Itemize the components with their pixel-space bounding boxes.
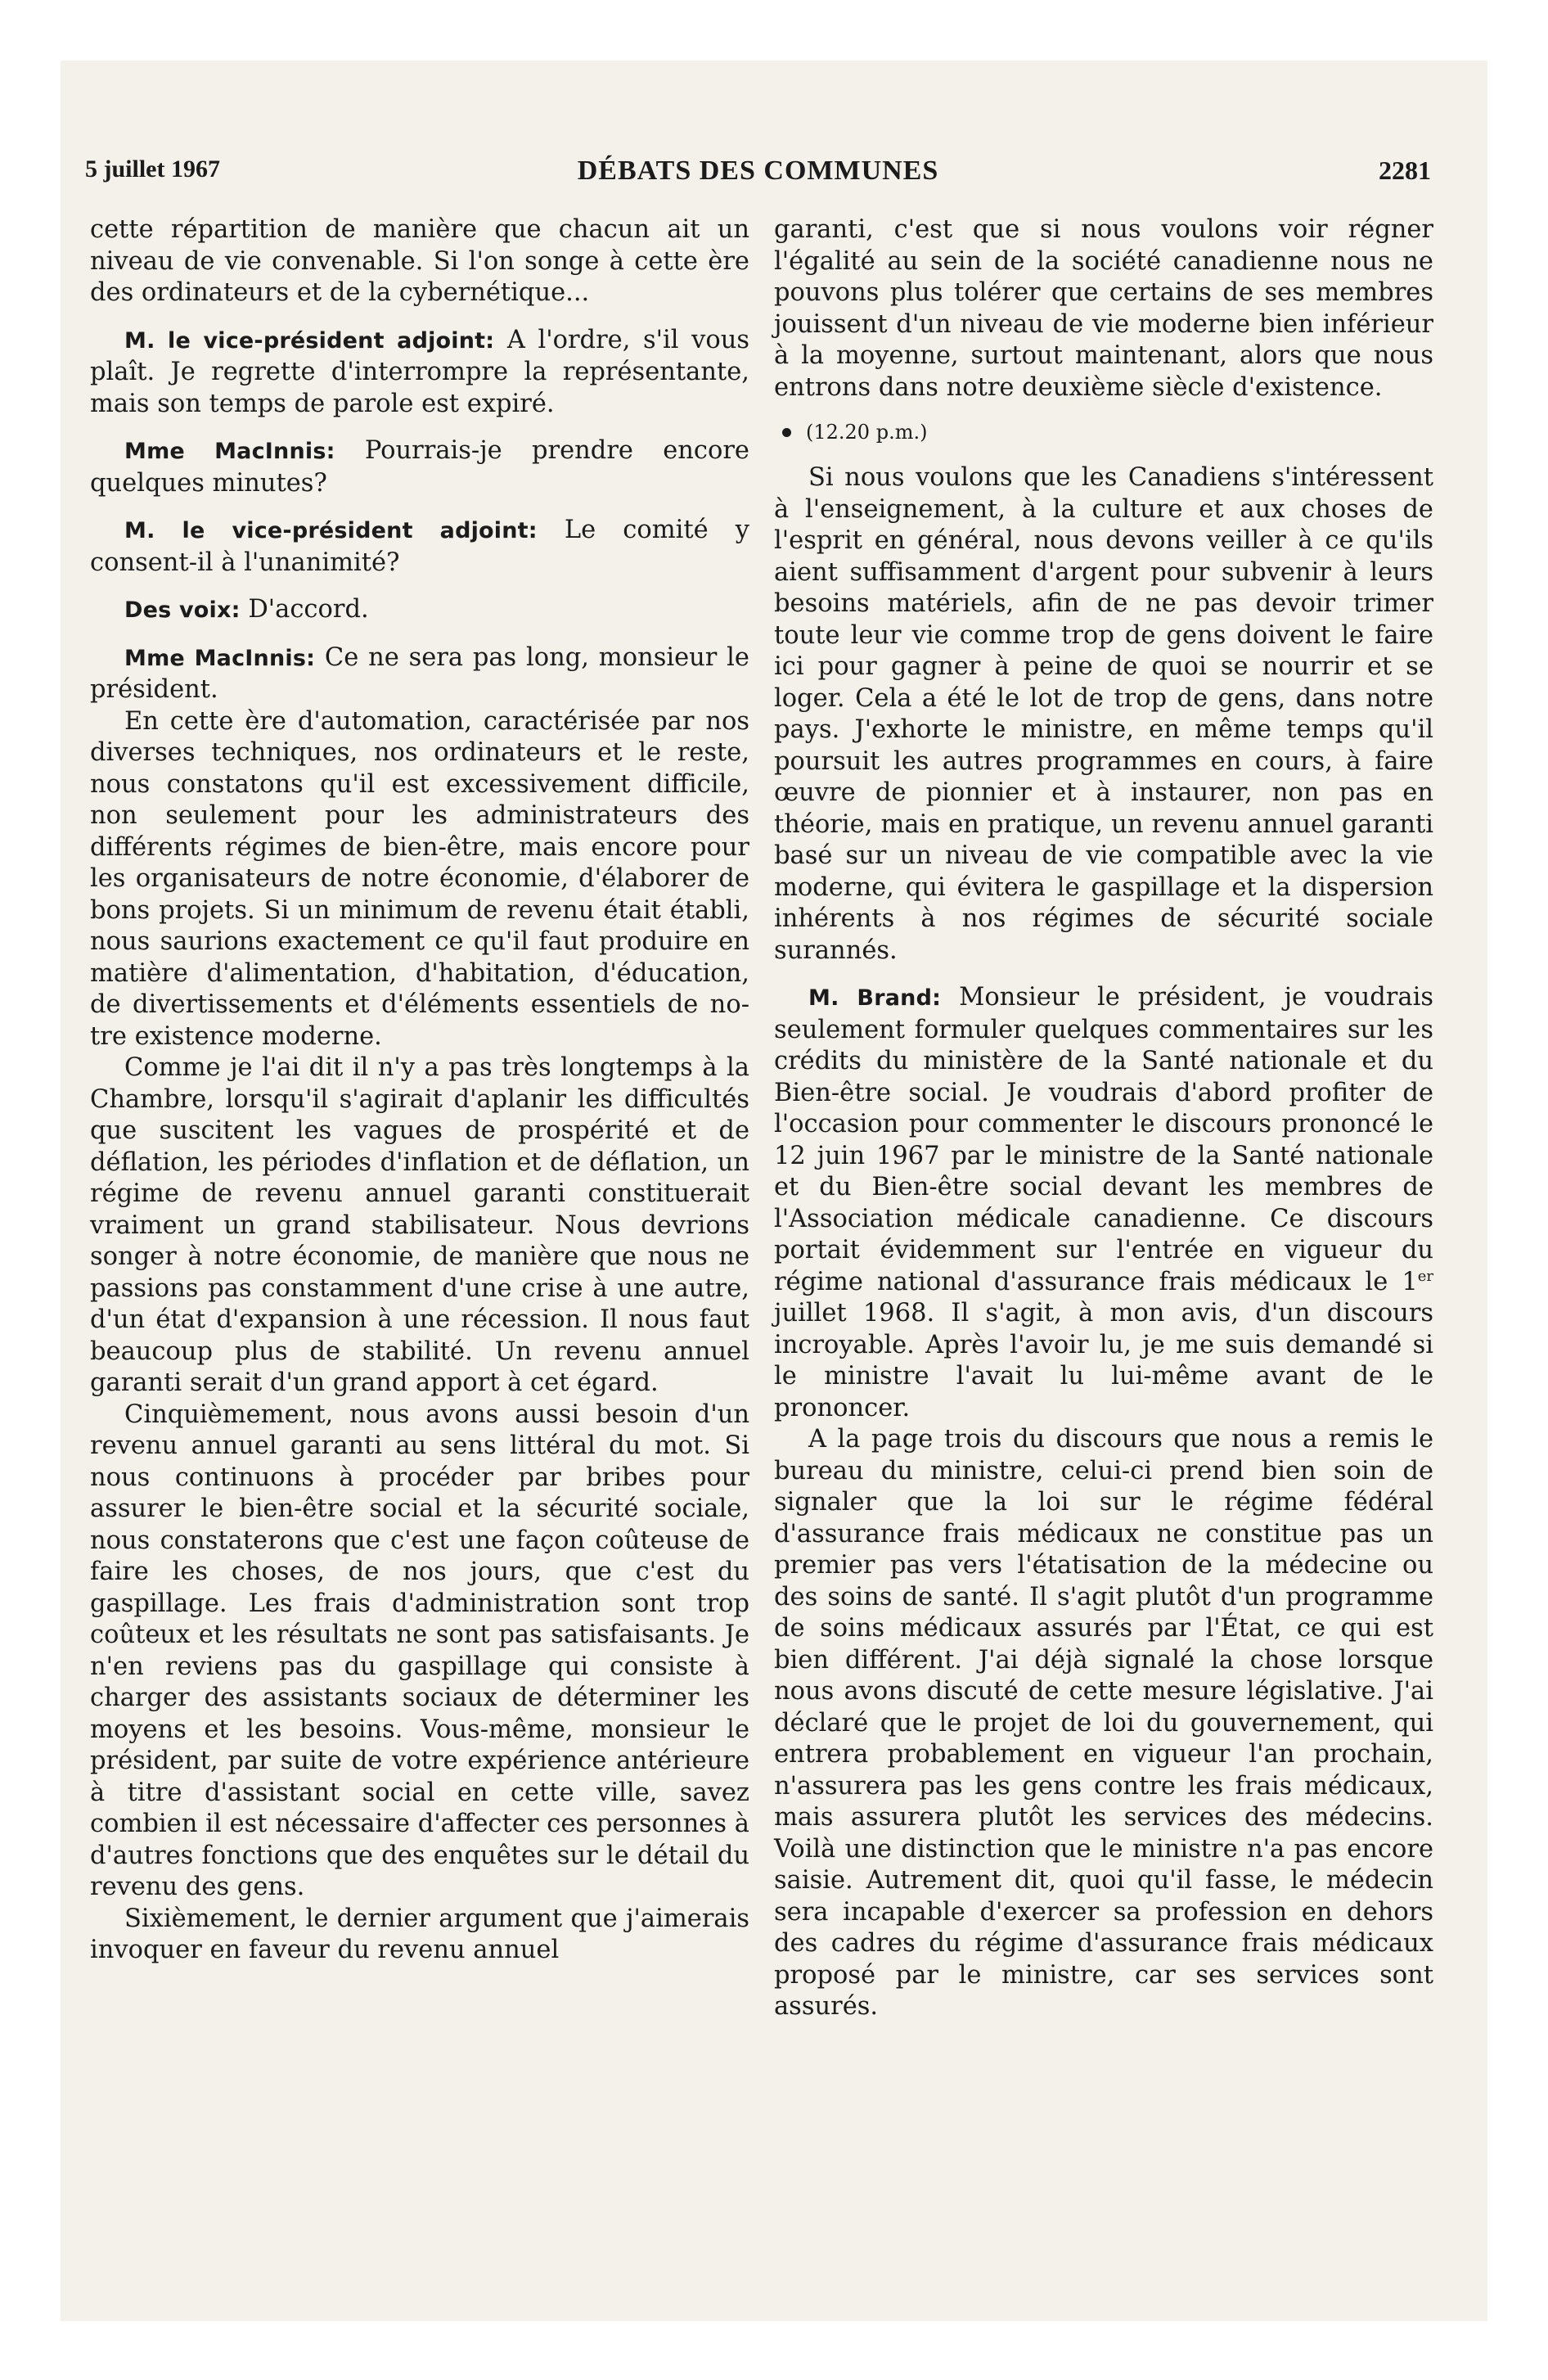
paragraph: Comme je l'ai dit il n'y a pas très longtemps à la Chambre, lorsqu'il s'agirait d'aplanir les difficultés que suscitent les vagues de prospérité et de déflation, les périodes d'inflation et de déflation, un régime de revenu annuel garanti constituerait vraiment un grand stabilisateur. Nous devrions songer à notre économie, de manière que nous ne passions pas constamment d'une crise à une autre, d'un état d'expansion à une récession. Il nous faut beaucoup plus de stabilité. Un revenu annuel garanti serait d'un grand apport à cet égard. — [90, 1053, 749, 1397]
paragraph: En cette ère d'automation, caractérisée par nos diverses techniques, nos ordinateurs et le reste, nous constatons qu'il est excessivement difficile, non seulement pour les administrateurs des différents régimes de bien-être, mais encore pour les organisateurs de notre économie, d'élaborer de bons projets. Si un minimum de revenu était établi, nous saurions exactement ce qu'il faut produire en matière d'alimentation, d'habitation, d'éducation, de divertissements et d'éléments essentiels de notre existence moderne. — [90, 706, 749, 1051]
paragraph — [90, 325, 749, 421]
paragraph — [90, 515, 749, 579]
paragraph — [90, 435, 749, 499]
paragraph: Si nous voulons que les Canadiens s'intéressent à l'enseignement, à la culture et aux choses de l'esprit en général, nous devons veiller à ce qu'ils aient suffisamment d'argent pour subvenir à leurs besoins matériels, afin de ne pas devoir trimer toute leur vie comme trop de gens doivent le faire ici pour gagner à peine de quoi se nourrir et se loger. Cela a été le lot de trop de gens, dans notre pays. J'exhorte le ministre, en même temps qu'il poursuit les autres programmes en cours, à faire œuvre de pionnier et à instaurer, non pas en théorie, mais en pratique, un revenu annuel garanti basé sur un niveau de vie compatible avec la vie moderne, qui évitera le gaspillage et la dispersion inhérents à nos régimes de sécurité sociale surannés. — [774, 463, 1433, 965]
speech-text: Ce ne sera pas long, monsieur le président. — [90, 642, 749, 704]
speaker-name: M. Brand: — [808, 985, 942, 1011]
bullet-icon — [782, 428, 791, 437]
time-marker — [774, 420, 1433, 444]
speaker-name: Des voix: — [124, 597, 241, 623]
speech-text: Le comité y consent-il à l'unanimité? — [90, 516, 749, 577]
speech-text: juillet 1968. Il s'agit, à mon avis, d'un discours incroyable. Après l'avoir lu, je me suis demandé si le ministre l'avait lu lui-même avant de le prononcer. — [774, 1299, 1433, 1422]
speech-text: D'accord. — [248, 595, 369, 624]
time-stamp: (12.20 p.m.) — [806, 421, 928, 444]
paragraph: Sixièmement, le dernier argument que j'aimerais invoquer en faveur du revenu annuel — [90, 1904, 749, 1964]
paragraph — [774, 982, 1433, 1424]
paragraph — [90, 594, 749, 627]
left-column — [90, 214, 749, 1967]
header-date: 5 juillet 1967 — [85, 156, 220, 183]
speaker-name: M. le vice-président adjoint: — [124, 327, 495, 354]
header-title: DÉBATS DES COMMUNES — [577, 156, 939, 186]
right-column — [774, 214, 1433, 2023]
header-page-number: 2281 — [1379, 156, 1431, 185]
page-header — [85, 156, 1431, 196]
speech-text: Pourrais-je prendre encore quelques minutes? — [90, 436, 749, 498]
speaker-name: M. le vice-président adjoint: — [124, 518, 538, 543]
speaker-name: Mme MacInnis: — [124, 645, 316, 671]
paragraph: Cinquièmement, nous avons aussi besoin d'un revenu annuel garanti au sens littéral du mot. Si nous continuons à procéder par bribes pour assurer le bien-être social et la sécurité sociale, nous constaterons que c'est une façon coûteuse de faire les choses, de nos jours, que c'est du gaspillage. Les frais d'administration sont trop coûteux et les résultats ne sont pas satisfaisants. Je n'en reviens pas du gaspillage qui consiste à charger des assistants sociaux de déterminer les moyens et les besoins. Vous-même, monsieur le président, par suite de votre expérience antérieure à titre d'assistant social en cette ville, savez combien il est nécessaire d'affecter ces personnes à d'autres fonctions que des enquêtes sur le détail du revenu des gens. — [90, 1400, 749, 1901]
speech-text: Monsieur le président, je voudrais seulement formuler quelques commentaires sur les crédits du ministère de la Santé nationale et du Bien-être social. Je voudrais d'abord profiter de l'occasion pour commenter le discours prononcé le 12 juin 1967 par le ministre de la Santé nationale et du Bien-être social devant les membres de l'Association médicale canadienne. Ce discours portait évidemment sur l'entrée en vigueur du régime national d'assurance frais médicaux le 1 — [774, 983, 1433, 1296]
speaker-name: Mme MacInnis: — [124, 439, 335, 464]
speech-text: A l'ordre, s'il vous plaît. Je regrette d'interrompre la représentante, mais son temps de parole est expiré. — [90, 325, 749, 418]
ordinal-superscript: er — [1417, 1267, 1433, 1285]
paragraph: garanti, c'est que si nous voulons voir régner l'égalité au sein de la société canadienne nous ne pouvons plus tolérer que certains de ses membres jouissent d'un niveau de vie moderne bien inférieur à la moyenne, surtout maintenant, alors que nous entrons dans notre deuxième siècle d'existence. — [774, 215, 1433, 402]
paragraph: A la page trois du discours que nous a remis le bureau du ministre, celui-ci prend bien soin de signaler que la loi sur le régime fédéral d'assurance frais médicaux ne constitue pas un premier pas vers l'étatisation de la médecine ou des soins de santé. Il s'agit plutôt d'un programme de soins médicaux assurés par l'État, ce qui est bien différent. J'ai déjà signalé la chose lorsque nous avons discuté de cette mesure législative. J'ai déclaré que le projet de loi du gouvernement, qui entrera probablement en vigueur l'an prochain, n'assurera pas les gens contre les frais médicaux, mais assurera plutôt les services des médecins. Voilà une distinction que le ministre n'a pas encore saisie. Autrement dit, quoi qu'il fasse, le médecin sera incapable d'exercer sa profession en dehors des cadres du régime d'assurance frais médicaux proposé par le ministre, car ses services sont assurés. — [774, 1425, 1433, 2021]
paragraph: cette répartition de manière que chacun ait un niveau de vie convenable. Si l'on songe à cette ère des ordinateurs et de la cybernétique... — [90, 215, 749, 307]
paragraph — [90, 642, 749, 706]
